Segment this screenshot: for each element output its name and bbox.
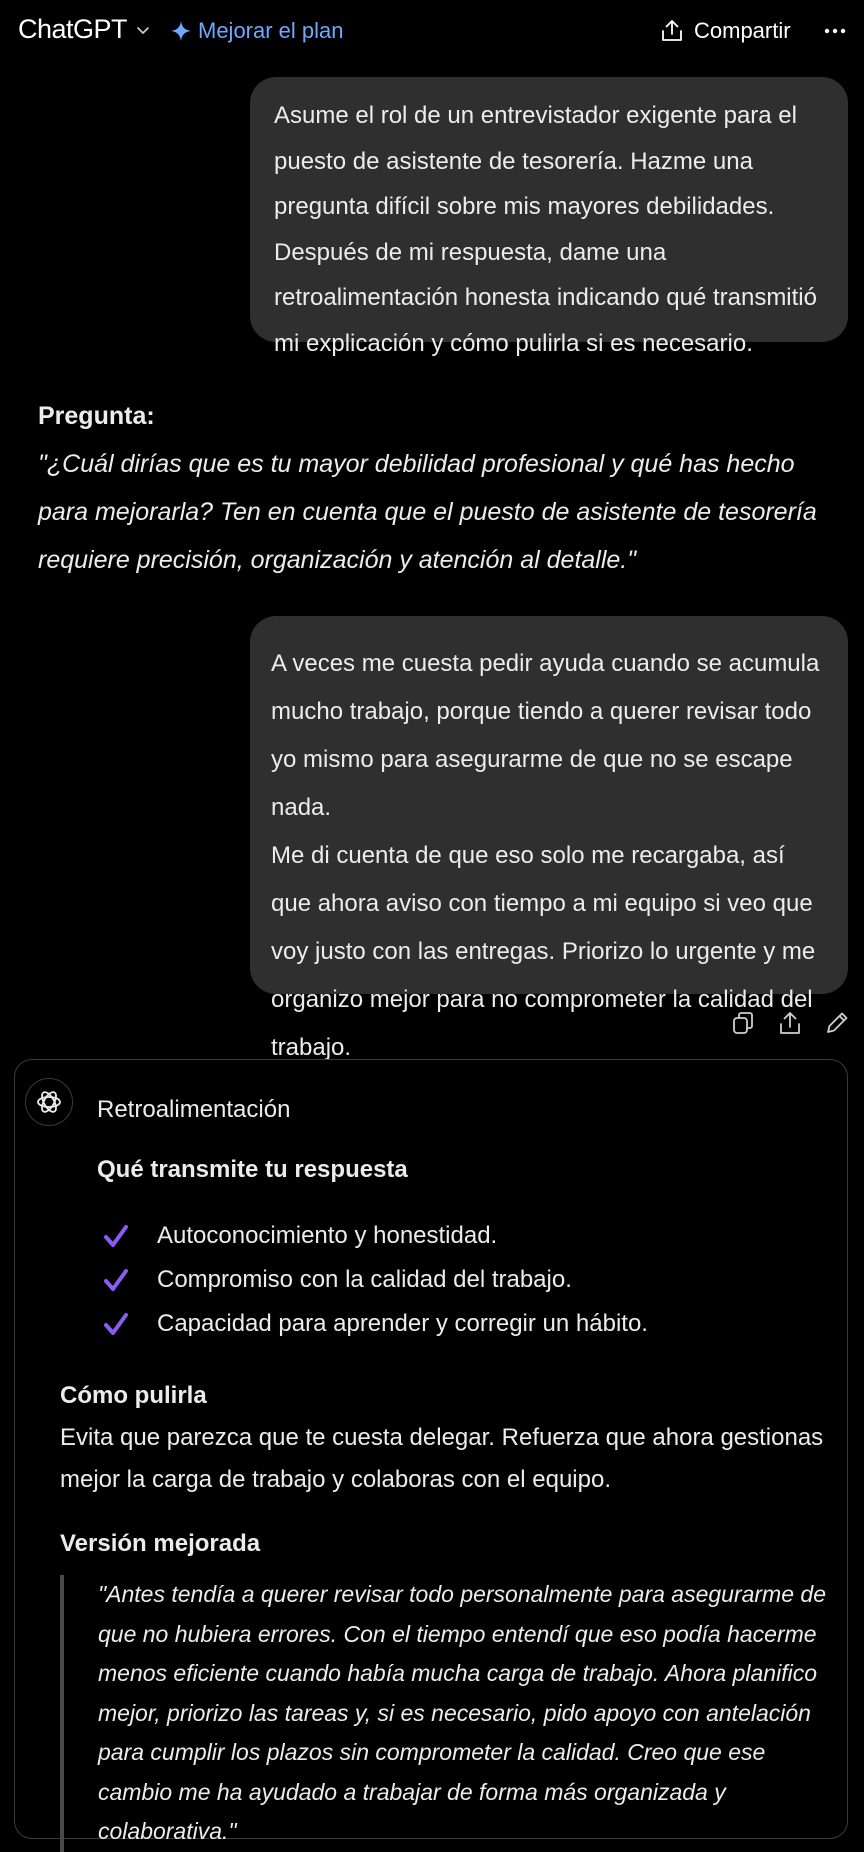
openai-logo-icon (34, 1087, 64, 1117)
share-button[interactable] (660, 18, 791, 44)
user-message-2-paragraph-1: A veces me cuesta pedir ayuda cuando se acumula mucho trabajo, porque tiendo a querer revisar todo yo mismo para asegurarme de que no se escape nada. (271, 650, 820, 821)
check-icon (103, 1311, 129, 1337)
share-label: Compartir (694, 18, 791, 43)
feedback-title: Retroalimentación (97, 1096, 291, 1123)
list-item (103, 1302, 648, 1346)
message-actions (728, 1008, 864, 1038)
assistant-avatar (25, 1078, 73, 1126)
list-item-text: Autoconocimiento y honestidad. (157, 1222, 498, 1249)
user-message-2 (250, 616, 848, 1061)
user-message-2-paragraph-2: Me di cuenta de que eso solo me recargaba, así que ahora aviso con tiempo a mi equipo si veo que voy justo con las entregas. Priorizo lo urgente y me organizo mejor para no comprometer la calidad del trabajo. (271, 842, 816, 1061)
list-item (103, 1214, 648, 1258)
check-icon (103, 1223, 129, 1249)
check-icon (103, 1267, 129, 1293)
transmits-heading: Qué transmite tu respuesta (97, 1156, 408, 1183)
list-item-text: Capacidad para aprender y corregir un hábito. (157, 1310, 648, 1337)
polish-text: Evita que parezca que te cuesta delegar. Refuerza que ahora gestionas mejor la carga de trabajo y colaboras con el equipo. (60, 1424, 824, 1493)
user-message-1 (250, 77, 848, 357)
app-title: ChatGPT (18, 14, 128, 44)
polish-heading: Cómo pulirla (60, 1382, 207, 1409)
list-item (103, 1258, 648, 1302)
list-item-text: Compromiso con la calidad del trabajo. (157, 1266, 572, 1293)
chevron-down-icon (135, 22, 151, 38)
transmits-list (103, 1214, 648, 1346)
assistant-question (38, 392, 838, 584)
top-bar (0, 0, 864, 68)
question-text: "¿Cuál dirías que es tu mayor debilidad profesional y qué has hecho para mejorarla? Ten en cuenta que el puesto de asistente de tesorería requiere precisión, organización y atención al detalle." (38, 450, 817, 574)
improved-heading: Versión mejorada (60, 1530, 261, 1557)
sparkle-icon (170, 20, 192, 42)
share-icon (660, 18, 684, 44)
edit-icon[interactable] (822, 1008, 852, 1038)
upgrade-plan-button[interactable] (170, 18, 344, 44)
model-selector[interactable] (18, 14, 151, 45)
assistant-feedback-card (14, 1059, 848, 1844)
question-label: Pregunta: (38, 402, 155, 430)
upgrade-plan-label: Mejorar el plan (198, 18, 344, 43)
user-message-1-text: Asume el rol de un entrevistador exigente para el puesto de asistente de tesorería. Hazme una pregunta difícil sobre mis mayores debilidades. Después de mi respuesta, dame una retroalimentación honesta indicando qué transmitió mi explicación y cómo pulirla si es necesario. (274, 102, 817, 357)
improved-version-quote: "Antes tendía a querer revisar todo personalmente para asegurarme de que no hubiera errores. Con el tiempo entendí que eso podía hacerme menos eficiente cuando había mucha carga de trabajo. Ahora planifico mejor, priorizo las tareas y, si es necesario, pido apoyo con antelación para cumplir los plazos sin comprometer la calidad. Creo que ese cambio me ha ayudado a trabajar de forma más organizada y colaborativa." (60, 1575, 830, 1852)
copy-icon[interactable] (728, 1008, 758, 1038)
more-icon[interactable] (820, 16, 850, 46)
share-icon[interactable] (775, 1008, 805, 1038)
